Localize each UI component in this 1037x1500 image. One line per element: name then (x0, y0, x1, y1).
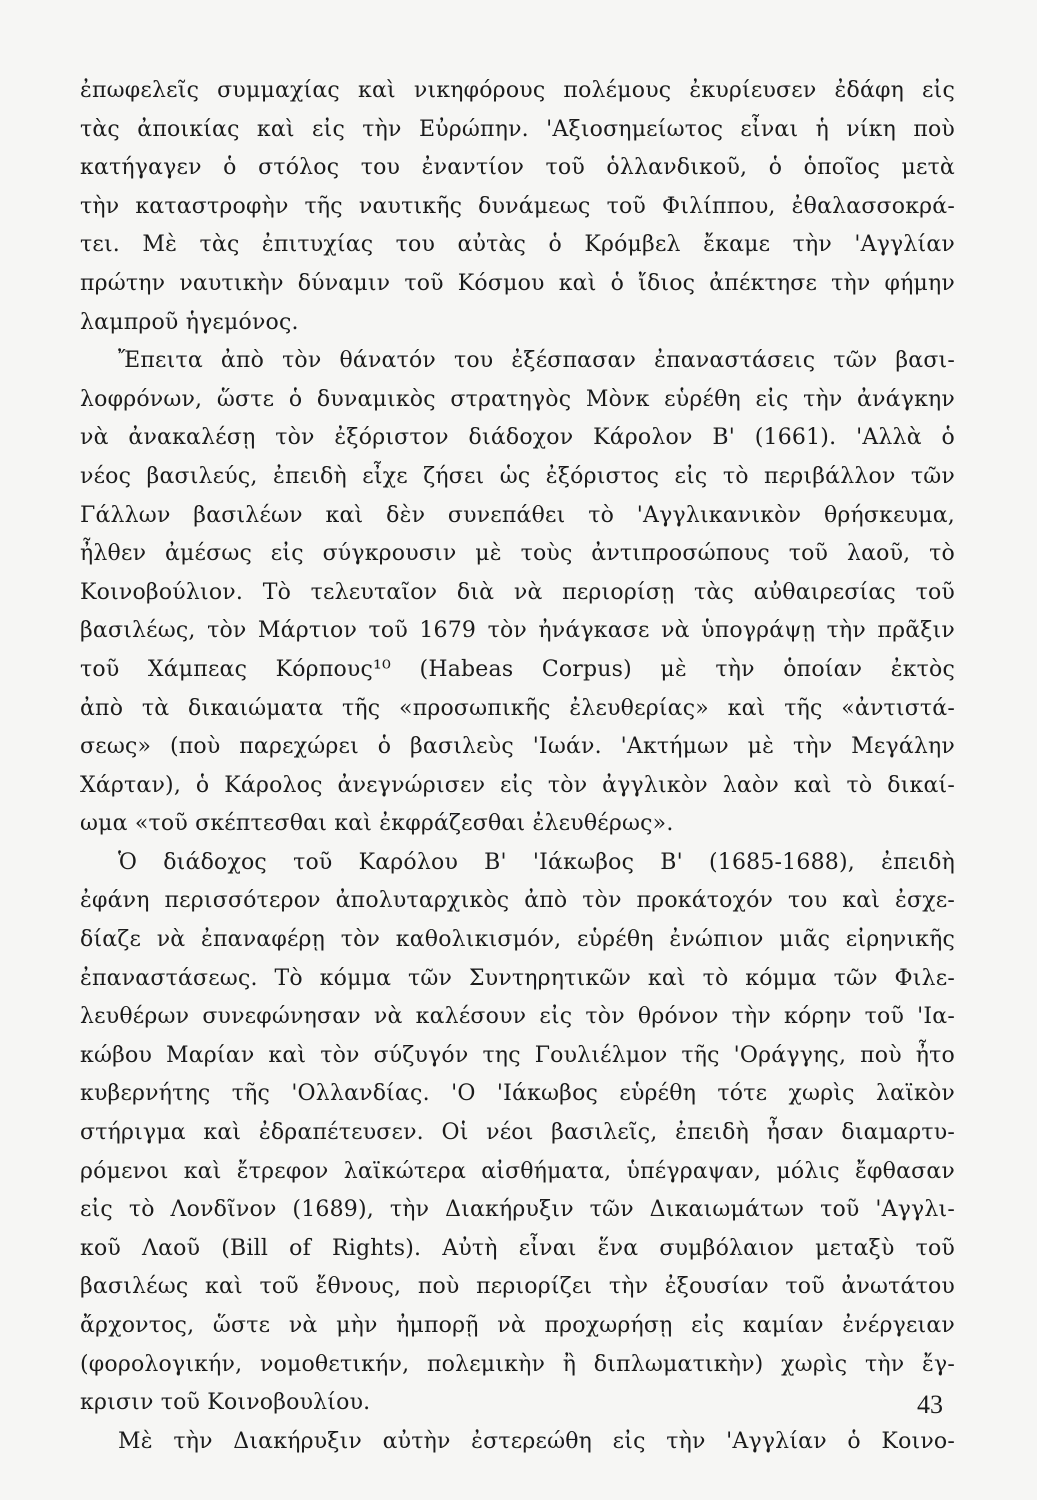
text-line: ἀπὸ τὰ δικαιώματα τῆς «προσωπικῆς ἐλευθερίας» καὶ τῆς «ἀντιστά- (80, 695, 955, 721)
text-line: εἰς τὸ Λονδῖνον (1689), τὴν Διακήρυξιν τῶν Δικαιωμάτων τοῦ 'Αγγλι- (80, 1197, 955, 1223)
text-line: λευθέρων συνεφώνησαν νὰ καλέσουν εἰς τὸν θρόνον τὴν κόρην τοῦ 'Ια- (80, 1004, 955, 1030)
text-line: σεως» (ποὺ παρεχώρει ὁ βασιλεὺς 'Ιωάν. 'Ακτήμων μὲ τὴν Μεγάλην (80, 734, 955, 760)
text-line: βασιλέως καὶ τοῦ ἔθνους, ποὺ περιορίζει τὴν ἐξουσίαν τοῦ ἀνωτάτου (80, 1274, 955, 1300)
text-line: Κοινοβούλιον. Τὸ τελευταῖον διὰ νὰ περιορίσῃ τὰς αὐθαιρεσίας τοῦ (80, 579, 955, 605)
text-line: κοῦ Λαοῦ (Bill of Rights). Αὐτὴ εἶναι ἕνα συμβόλαιον μεταξὺ τοῦ (80, 1235, 955, 1261)
text-line: ἐπαναστάσεως. Τὸ κόμμα τῶν Συντηρητικῶν καὶ τὸ κόμμα τῶν Φιλε- (80, 965, 955, 991)
text-line: κρισιν τοῦ Κοινοβουλίου. (80, 1390, 371, 1416)
text-line: δίαζε νὰ ἐπαναφέρῃ τὸν καθολικισμόν, εὑρέθη ἐνώπιον μιᾶς εἰρηνικῆς (80, 927, 955, 953)
text-line: (φορολογικήν, νομοθετικήν, πολεμικὴν ἢ διπλωματικὴν) χωρὶς τὴν ἔγ- (80, 1351, 955, 1377)
text-line: Ὁ διάδοχος τοῦ Καρόλου Β' 'Ιάκωβος Β' (1685-1688), ἐπειδὴ (118, 849, 955, 875)
text-line: λοφρόνων, ὥστε ὁ δυναμικὸς στρατηγὸς Μὸνκ εὑρέθη εἰς τὴν ἀνάγκην (80, 386, 955, 412)
text-line: στήριγμα καὶ ἐδραπέτευσεν. Οἱ νέοι βασιλεῖς, ἐπειδὴ ἦσαν διαμαρτυ- (80, 1120, 955, 1146)
text-line: βασιλέως, τὸν Μάρτιον τοῦ 1679 τὸν ἠνάγκασε νὰ ὑπογράψῃ τὴν πρᾶξιν (80, 618, 955, 644)
text-line: Μὲ τὴν Διακήρυξιν αὐτὴν ἐστερεώθη εἰς τὴν 'Αγγλίαν ὁ Κοινο- (118, 1428, 955, 1454)
text-line: τει. Μὲ τὰς ἐπιτυχίας του αὐτὰς ὁ Κρόμβελ ἔκαμε τὴν 'Αγγλίαν (80, 232, 955, 258)
text-line: ἐπωφελεῖς συμμαχίας καὶ νικηφόρους πολέμους ἐκυρίευσεν ἐδάφη εἰς (80, 78, 955, 103)
text-line: κυβερνήτης τῆς 'Ολλανδίας. 'Ο 'Ιάκωβος εὑρέθη τότε χωρὶς λαϊκὸν (80, 1081, 955, 1107)
text-line: πρώτην ναυτικὴν δύναμιν τοῦ Κόσμου καὶ ὁ ἴδιος ἀπέκτησε τὴν φήμην (80, 270, 955, 296)
text-line: κώβου Μαρίαν καὶ τὸν σύζυγόν της Γουλιέλμον τῆς 'Οράγγης, ποὺ ἦτο (80, 1042, 955, 1068)
text-line: ρόμενοι καὶ ἔτρεφον λαϊκώτερα αἰσθήματα, ὑπέγραψαν, μόλις ἔφθασαν (80, 1158, 955, 1184)
text-line: νὰ ἀνακαλέσῃ τὸν ἐξόριστον διάδοχον Κάρολον Β' (1661). 'Αλλὰ ὁ (80, 425, 955, 451)
text-line: ἦλθεν ἀμέσως εἰς σύγκρουσιν μὲ τοὺς ἀντιπροσώπους τοῦ λαοῦ, τὸ (80, 541, 955, 567)
text-line: ἐφάνη περισσότερον ἀπολυταρχικὸς ἀπὸ τὸν προκάτοχόν του καὶ ἐσχε- (80, 888, 955, 914)
text-line: τὰς ἀποικίας καὶ εἰς τὴν Εὐρώπην. 'Αξιοσημείωτος εἶναι ἡ νίκη ποὺ (80, 116, 955, 142)
text-line: Χάρταν), ὁ Κάρολος ἀνεγνώρισεν εἰς τὸν ἀγγλικὸν λαὸν καὶ τὸ δικαί- (80, 772, 955, 798)
text-line: κατήγαγεν ὁ στόλος του ἐναντίον τοῦ ὁλλανδικοῦ, ὁ ὁποῖος μετὰ (80, 155, 955, 181)
text-line: ωμα «τοῦ σκέπτεσθαι καὶ ἐκφράζεσθαι ἐλευθέρως». (80, 811, 674, 837)
text-line: τὴν καταστροφὴν τῆς ναυτικῆς δυνάμεως τοῦ Φιλίππου, ἐθαλασσοκρά- (80, 193, 955, 219)
page-number: 43 (917, 1390, 943, 1419)
text-line: τοῦ Χάμπεας Κόρπους¹⁰ (Habeas Corpus) μὲ τὴν ὁποίαν ἐκτὸς (80, 656, 955, 682)
text-line: Γάλλων βασιλέων καὶ δὲν συνεπάθει τὸ 'Αγγλικανικὸν θρήσκευμα, (80, 502, 955, 528)
text-line: νέος βασιλεύς, ἐπειδὴ εἶχε ζήσει ὡς ἐξόριστος εἰς τὸ περιβάλλον τῶν (80, 463, 955, 489)
text-line: λαμπροῦ ἡγεμόνος. (80, 309, 299, 335)
text-line: Ἔπειτα ἀπὸ τὸν θάνατόν του ἐξέσπασαν ἐπαναστάσεις τῶν βασι- (118, 348, 955, 374)
body-text (80, 72, 955, 1461)
text-line: ἄρχοντος, ὥστε νὰ μὴν ἠμπορῇ νὰ προχωρήσῃ εἰς καμίαν ἐνέργειαν (80, 1313, 955, 1338)
